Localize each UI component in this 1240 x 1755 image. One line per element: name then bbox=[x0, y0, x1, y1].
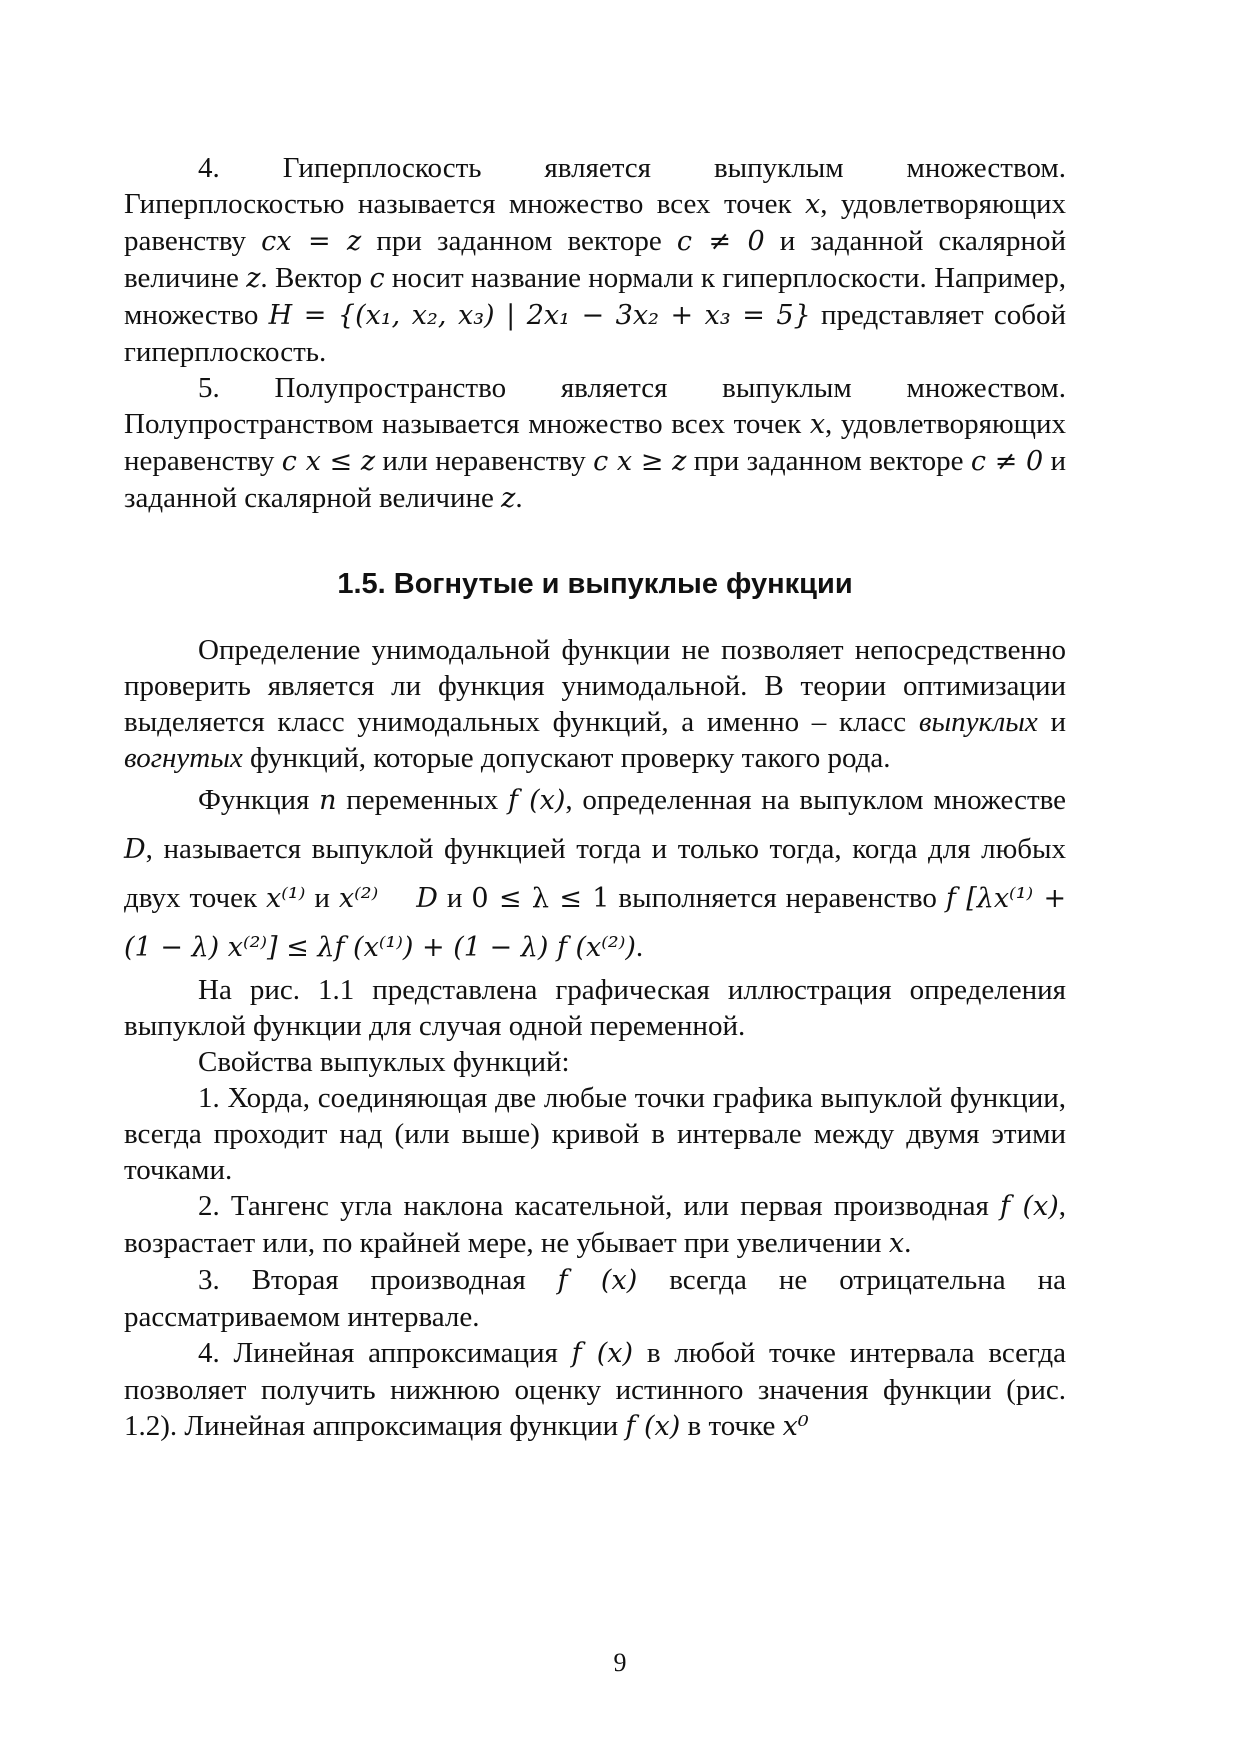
paragraph-properties-title: Свойства выпуклых функций: bbox=[198, 1046, 570, 1078]
convex-functions-block bbox=[124, 632, 1066, 1445]
paragraph-hyperplane: 4. Гиперплоскость является выпуклым множеством. Гиперплоскостью называется множество всех точек x, удовлетворяющих равенству cx = z при заданном векторе c ≠ 0 и заданной скалярной величине z. Вектор c носит название нормали к гиперплоскости. Например, множество H = {(x₁, x₂, x₃) | 2x₁ − 3x₂ + x₃ = 5} представляет собой гиперплоскость. bbox=[124, 152, 1067, 368]
hyperplane-set-formula: H = {(x₁, x₂, x₃) | 2x₁ − 3x₂ + x₃ = 5} bbox=[268, 300, 811, 331]
page-number: 9 bbox=[613, 1648, 627, 1677]
paragraph-intro: Определение унимодальной функции не позволяет непосредственно проверить является ли функция унимодальной. В теории оптимизации выделяется класс унимодальных функций, а именно – класс выпуклых и вогнутых функций, которые допускают проверку такого рода. bbox=[124, 634, 1067, 774]
property-4: 4. Линейная аппроксимация f (x) в любой точке интервала всегда позволяет получить нижнюю оценку истинного значения функции (рис. 1.2). Линейная аппроксимация функции f (x) в точке x⁰ bbox=[124, 1337, 1067, 1442]
paragraph-halfspace: 5. Полупространство является выпуклым множеством. Полупространством называется множество всех точек x, удовлетворяющих неравенству c x ≤ z или неравенству c x ≥ z при заданном векторе c ≠ 0 и заданной скалярной величине z. bbox=[124, 372, 1067, 514]
property-2: 2. Тангенс угла наклона касательной, или первая производная f (x), возрастает или, по крайней мере, не убывает при увеличении x. bbox=[124, 1190, 1067, 1259]
convexity-inequality: f [λx⁽¹⁾ + (1 − λ) x⁽²⁾] ≤ λf (x⁽¹⁾) + (1 − λ) f (x⁽²⁾) bbox=[124, 883, 1067, 963]
property-1: 1. Хорда, соединяющая две любые точки графика выпуклой функции, всегда проходит над (или выше) кривой в интервале между двумя этими точками. bbox=[124, 1082, 1066, 1186]
paragraph-definition: Функция n переменных f (x), определенная на выпуклом множестве D, называется выпуклой функцией тогда и только тогда, когда для любых двух точек x⁽¹⁾ и x⁽²⁾ D и 0 ≤ λ ≤ 1 выполняется неравенство f [λx⁽¹⁾ + (1 − λ) x⁽²⁾] ≤ λf (x⁽¹⁾) + (1 − λ) f (x⁽²⁾). bbox=[124, 784, 1067, 963]
convex-sets-block bbox=[124, 150, 1066, 517]
section-heading: 1.5. Вогнутые и выпуклые функции bbox=[337, 568, 853, 600]
paragraph-figure-ref: На рис. 1.1 представлена графическая иллюстрация определения выпуклой функции для случая одной переменной. bbox=[124, 974, 1066, 1042]
property-3: 3. Вторая производная f (x) всегда не отрицательна на рассматриваемом интервале. bbox=[124, 1264, 1067, 1333]
